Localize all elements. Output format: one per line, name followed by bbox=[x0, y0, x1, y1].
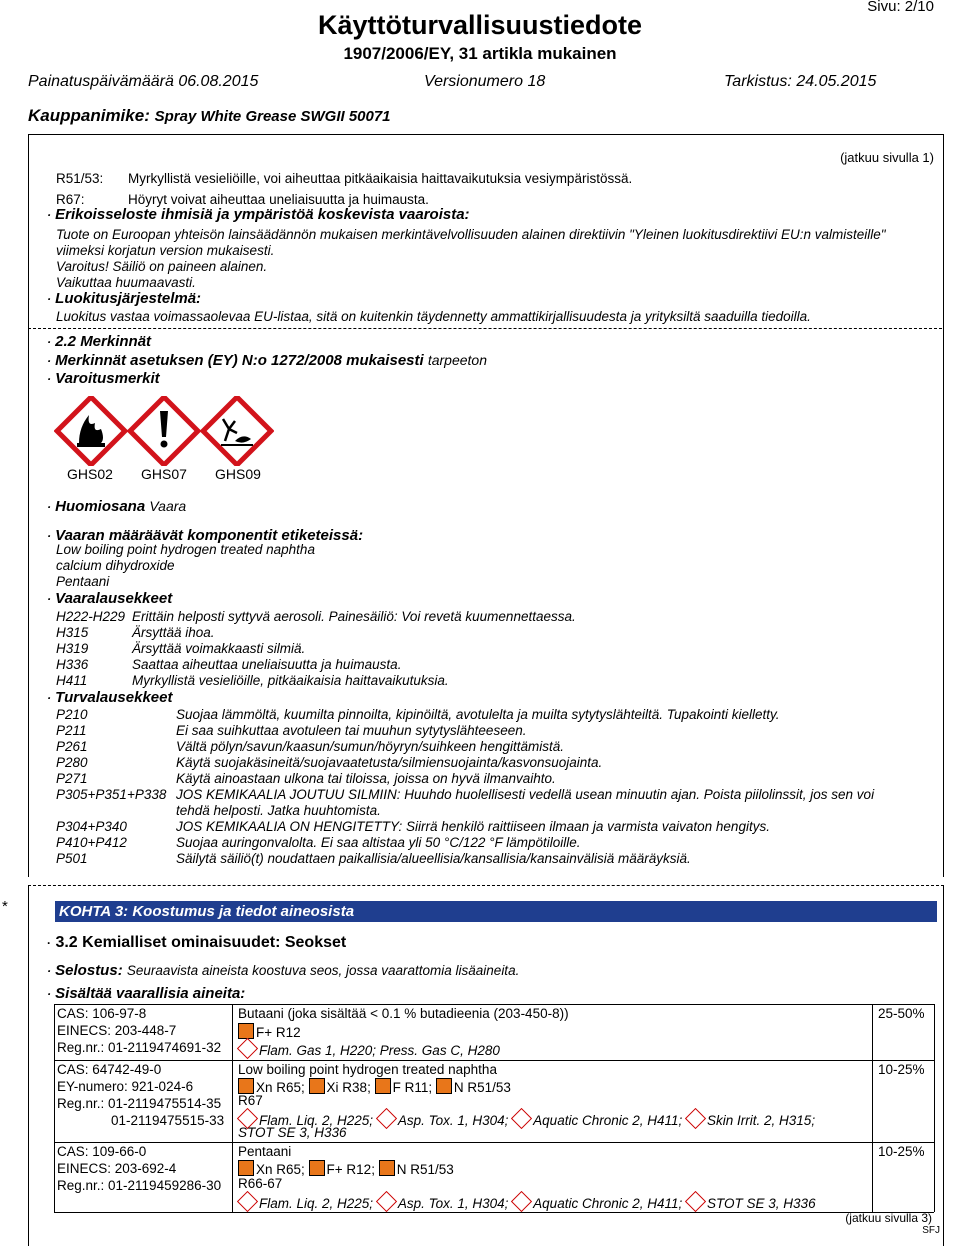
table-border bbox=[934, 1004, 935, 1212]
pictograms-heading: · Varoitusmerkit bbox=[47, 370, 160, 387]
continued-from: (jatkuu sivulla 1) bbox=[840, 150, 934, 165]
substance-clp: Flam. Liq. 2, H225; Asp. Tox. 1, H304; Aquatic Chronic 2, H411; Skin Irrit. 2, H315; bbox=[238, 1111, 815, 1128]
special-text: Vaikuttaa huumaavasti. bbox=[56, 275, 196, 290]
exclamation-diamond-icon bbox=[685, 1191, 706, 1212]
irritant-icon bbox=[309, 1078, 325, 1094]
hazard-code: H336 bbox=[56, 657, 89, 672]
substance-clp: Flam. Liq. 2, H225; Asp. Tox. 1, H304; Aquatic Chronic 2, H411; STOT SE 3, H336 bbox=[238, 1194, 816, 1211]
continued-to: (jatkuu sivulla 3) bbox=[845, 1211, 932, 1225]
components-heading: · Vaaran määräävät komponentit etiketeissä: bbox=[47, 527, 364, 544]
precaution-text: Käytä suojakäsineitä/suojavaatetusta/silmiensuojainta/kasvonsuojainta. bbox=[176, 755, 603, 770]
page-number: Sivu: 2/10 bbox=[867, 0, 934, 15]
flame-icon bbox=[57, 397, 125, 465]
substance-id: EY-numero: 921-024-6 bbox=[57, 1079, 194, 1094]
exclamation-diamond-icon bbox=[685, 1108, 706, 1129]
substance-id: EINECS: 203-692-4 bbox=[57, 1161, 177, 1176]
table-border bbox=[232, 1004, 233, 1212]
regulation-heading: · Merkinnät asetuksen (EY) N:o 1272/2008 mukaisesti tarpeeton bbox=[47, 352, 488, 369]
precaution-heading: · Turvalausekkeet bbox=[47, 689, 173, 706]
substance-id: EINECS: 203-448-7 bbox=[57, 1023, 177, 1038]
hazard-heading: · Vaaralausekkeet bbox=[47, 590, 173, 607]
substance-id: Reg.nr.: 01-2119459286-30 bbox=[57, 1178, 222, 1193]
substance-dsd: R66-67 bbox=[238, 1176, 283, 1191]
precaution-text: Suojaa lämmöltä, kuumilta pinnoilta, kipinöiltä, avotulelta ja muilta sytytyslähteiltä. Tupakointi kielletty. bbox=[176, 707, 780, 722]
substance-id: CAS: 109-66-0 bbox=[57, 1144, 147, 1159]
precaution-code: P280 bbox=[56, 755, 88, 770]
substance-percent: 10-25% bbox=[878, 1144, 925, 1159]
precaution-text: JOS KEMIKAALIA ON HENGITETTY: Siirrä henkilö raittiiseen ilmaan ja varmista vaivaton hengitys. bbox=[176, 819, 770, 834]
section-3-banner: KOHTA 3: Koostumus ja tiedot aineosista bbox=[55, 901, 937, 922]
environment-icon bbox=[203, 397, 271, 465]
precaution-text: Käytä ainoastaan ulkona tai tiloissa, joissa on hyvä ilmanvaihto. bbox=[176, 771, 556, 786]
pictogram-label: GHS02 bbox=[67, 466, 113, 482]
special-text: Tuote on Euroopan yhteisön lainsäädännön mukaisen merkintävelvollisuuden alainen direktiivin "Yleinen luokitusdirektiivi EU:n valmisteille" bbox=[56, 227, 886, 242]
signal-word: · Huomiosana Vaara bbox=[47, 498, 187, 515]
substance-clp: Flam. Gas 1, H220; Press. Gas C, H280 bbox=[238, 1041, 500, 1058]
health-hazard-diamond-icon bbox=[376, 1191, 397, 1212]
document-subtitle: 1907/2006/EY, 31 artikla mukainen bbox=[343, 44, 617, 63]
revision-date: Tarkistus: 24.05.2015 bbox=[724, 73, 877, 90]
substance-clp: STOT SE 3, H336 bbox=[238, 1125, 347, 1140]
exclamation-icon bbox=[130, 397, 198, 465]
precaution-text: Suojaa auringonvalolta. Ei saa altistaa yli 50 °C/122 °F lämpötiloille. bbox=[176, 835, 581, 850]
precaution-code: P305+P351+P338 bbox=[56, 787, 167, 802]
document-title: Käyttöturvallisuustiedote bbox=[317, 10, 643, 40]
precaution-code: P261 bbox=[56, 739, 88, 754]
precaution-code: P211 bbox=[56, 723, 87, 738]
labels-heading: · 2.2 Merkinnät bbox=[47, 333, 152, 350]
substance-percent: 10-25% bbox=[878, 1062, 925, 1077]
health-hazard-diamond-icon bbox=[376, 1108, 397, 1129]
harmful-icon bbox=[238, 1078, 254, 1094]
precaution-text: JOS KEMIKAALIA JOUTUU SILMIIN: Huuhdo huolellisesti vedellä usean minuutin ajan. Poista piilolinssit, jos sen voi bbox=[176, 787, 875, 802]
pictogram-label: GHS07 bbox=[141, 466, 187, 482]
substance-percent: 25-50% bbox=[878, 1006, 925, 1021]
precaution-code: P271 bbox=[56, 771, 88, 786]
description: · Selostus: Seuraavista aineista koostuva seos, jossa vaarattomia lisäaineita. bbox=[47, 962, 520, 979]
classification-text: Luokitus vastaa voimassaolevaa EU-listaa, sitä on kuitenkin täydennetty ammattikirjallisuudesta ja yrityksiltä saaduilla tiedoilla. bbox=[56, 309, 811, 324]
special-text: viimeksi korjatun version mukaisesti. bbox=[56, 243, 275, 258]
r-phrase-code: R67: bbox=[56, 192, 85, 207]
r-phrase-code: R51/53: bbox=[56, 171, 104, 186]
hazard-code: H315 bbox=[56, 625, 89, 640]
component-item: Low boiling point hydrogen treated naphtha bbox=[56, 542, 315, 557]
precaution-text: Säilytä säiliö(t) noudattaen paikallisia/alueellisia/kansallisia/kansainvälisiä määräyksiä. bbox=[176, 851, 691, 866]
flame-icon bbox=[238, 1023, 254, 1039]
trade-value: Spray White Grease SWGII 50071 bbox=[154, 108, 391, 125]
environment-icon bbox=[436, 1078, 452, 1094]
environment-diamond-icon bbox=[511, 1108, 532, 1129]
substance-id: Reg.nr.: 01-2119474691-32 bbox=[57, 1040, 222, 1055]
flame-diamond-icon bbox=[237, 1038, 258, 1059]
mixtures-heading: · 3.2 Kemialliset ominaisuudet: Seokset bbox=[47, 934, 347, 951]
table-border bbox=[872, 1004, 873, 1212]
ghs-pictograms bbox=[54, 396, 274, 466]
precaution-text: tehdä helposti. Jatka huuhtomista. bbox=[176, 803, 381, 818]
precaution-code: P304+P340 bbox=[56, 819, 127, 834]
classification-heading: · Luokitusjärjestelmä: bbox=[47, 290, 202, 307]
precaution-text: Vältä pölyn/savun/kaasun/sumun/höyryn/suihkeen hengittämistä. bbox=[176, 739, 564, 754]
component-item: Pentaani bbox=[56, 574, 110, 589]
precaution-text: Ei saa suihkuttaa avotuleen tai muuhun sytytyslähteeseen. bbox=[176, 723, 527, 738]
change-marker: * bbox=[2, 898, 8, 915]
hazard-text: Myrkyllistä vesieliöille, pitkäaikaisia haittavaikutuksia. bbox=[132, 673, 449, 688]
substance-id: CAS: 64742-49-0 bbox=[57, 1062, 162, 1077]
flame-diamond-icon bbox=[237, 1191, 258, 1212]
substance-id: Reg.nr.: 01-2119475514-35 bbox=[57, 1096, 222, 1111]
r-phrase-text: Myrkyllistä vesieliöille, voi aiheuttaa pitkäaikaisia haittavaikutuksia vesiympäristössä. bbox=[128, 171, 633, 186]
flame-icon bbox=[309, 1160, 325, 1176]
component-item: calcium dihydroxide bbox=[56, 558, 175, 573]
hazard-code: H319 bbox=[56, 641, 89, 656]
hazard-text: Ärsyttää ihoa. bbox=[132, 625, 215, 640]
separator bbox=[28, 328, 942, 329]
precaution-code: P410+P412 bbox=[56, 835, 127, 850]
substance-name: Low boiling point hydrogen treated naphtha bbox=[238, 1062, 497, 1077]
substance-name: Butaani (joka sisältää < 0.1 % butadieenia (203-450-8)) bbox=[238, 1006, 569, 1021]
substance-id: CAS: 106-97-8 bbox=[57, 1006, 147, 1021]
environment-diamond-icon bbox=[511, 1191, 532, 1212]
hazard-text: Erittäin helposti syttyvä aerosoli. Painesäiliö: Voi revetä kuumennettaessa. bbox=[132, 609, 576, 624]
environment-icon bbox=[379, 1160, 395, 1176]
substance-dsd: R67 bbox=[238, 1093, 263, 1108]
precaution-code: P501 bbox=[56, 851, 88, 866]
trade-label: Kauppanimike: bbox=[28, 106, 150, 125]
hazard-code: H411 bbox=[56, 673, 88, 688]
substance-dsd: Xn R65; Xi R38; F R11; N R51/53 bbox=[238, 1078, 511, 1095]
table-border bbox=[54, 1212, 934, 1213]
hazard-text: Ärsyttää voimakkaasti silmiä. bbox=[132, 641, 306, 656]
special-heading: · Erikoisseloste ihmisiä ja ympäristöä koskevista vaaroista: bbox=[47, 206, 470, 223]
hazard-code: H222-H229 bbox=[56, 609, 126, 624]
substance-dsd: Xn R65; F+ R12; N R51/53 bbox=[238, 1160, 454, 1177]
version-number: Versionumero 18 bbox=[424, 73, 546, 90]
trade-name bbox=[28, 106, 391, 126]
print-date: Painatuspäivämäärä 06.08.2015 bbox=[28, 73, 259, 90]
substance-name: Pentaani bbox=[238, 1144, 292, 1159]
special-text: Varoitus! Säiliö on paineen alainen. bbox=[56, 259, 268, 274]
substance-dsd: F+ R12 bbox=[238, 1023, 301, 1040]
hazard-text: Saattaa aiheuttaa uneliaisuutta ja huimausta. bbox=[132, 657, 402, 672]
table-border bbox=[54, 1142, 934, 1143]
pictogram-label: GHS09 bbox=[215, 466, 261, 482]
substance-id: 01-2119475515-33 bbox=[111, 1113, 225, 1128]
table-border bbox=[54, 1060, 934, 1061]
r-phrase-text: Höyryt voivat aiheuttaa uneliaisuutta ja huimausta. bbox=[128, 192, 429, 207]
table-border bbox=[54, 1004, 55, 1212]
harmful-icon bbox=[238, 1160, 254, 1176]
precaution-code: P210 bbox=[56, 707, 88, 722]
contains-heading: · Sisältää vaarallisia aineita: bbox=[47, 985, 246, 1002]
footer-code: SFJ bbox=[922, 1225, 940, 1236]
flame-icon bbox=[375, 1078, 391, 1094]
table-border bbox=[54, 1004, 934, 1005]
